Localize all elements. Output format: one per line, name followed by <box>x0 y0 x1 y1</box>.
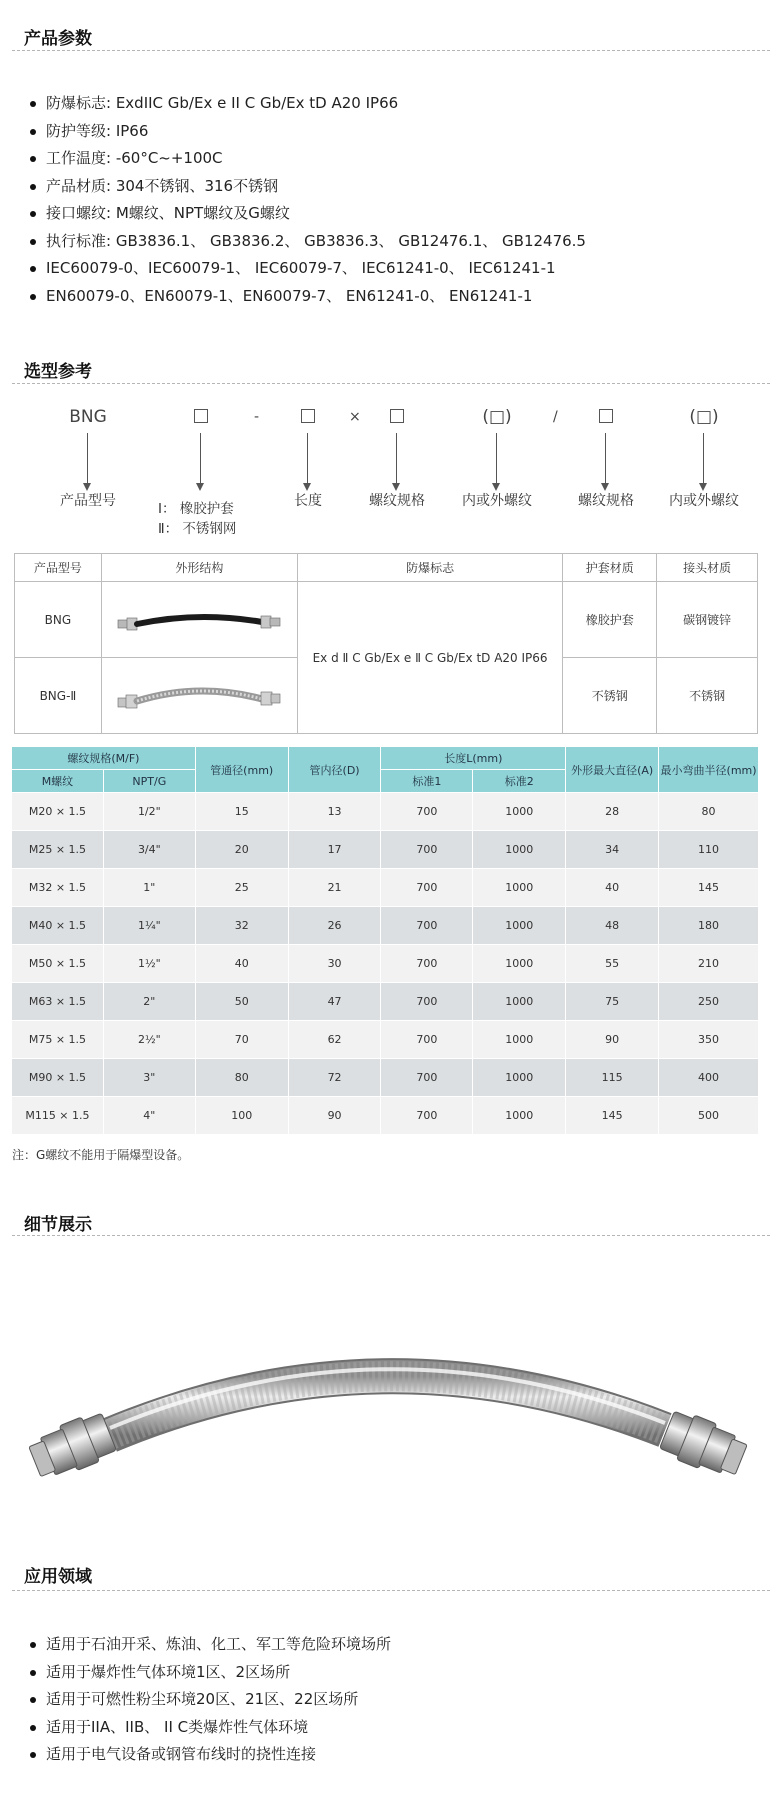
table-cell: 700 <box>381 793 473 831</box>
table-cell: 26 <box>288 907 381 945</box>
table-cell: M75 × 1.5 <box>12 1021 104 1059</box>
table-cell: 72 <box>288 1059 381 1097</box>
table-cell: M40 × 1.5 <box>12 907 104 945</box>
table-cell: 700 <box>381 983 473 1021</box>
application-item: 适用于可燃性粉尘环境20区、21区、22区场所 <box>30 1686 391 1714</box>
table-cell: 1000 <box>473 831 566 869</box>
param-item: 接口螺纹: M螺纹、NPT螺纹及G螺纹 <box>30 200 586 228</box>
down-arrow-icon <box>496 433 498 491</box>
table-cell: 28 <box>566 793 659 831</box>
diagram-label: 产品型号 <box>60 493 116 509</box>
diagram-col-model <box>28 405 148 511</box>
column-header: 标准1 <box>381 770 473 793</box>
table-cell: 70 <box>195 1021 288 1059</box>
application-item: 适用于爆炸性气体环境1区、2区场所 <box>30 1659 391 1687</box>
table-row <box>12 831 759 869</box>
table-cell: M63 × 1.5 <box>12 983 104 1021</box>
model-cell: BNG <box>15 582 102 658</box>
table-cell: 700 <box>381 1021 473 1059</box>
section-divider <box>12 383 770 384</box>
placeholder-box-icon <box>301 409 315 423</box>
table-cell: 100 <box>195 1097 288 1135</box>
model-code-text: BNG <box>69 407 107 427</box>
model-cell: BNG-Ⅱ <box>15 658 102 734</box>
param-item: 防爆标志: ExdIIC Gb/Ex e II C Gb/Ex tD A20 IP66 <box>30 90 586 118</box>
table-cell: 50 <box>195 983 288 1021</box>
table-cell: 2½" <box>103 1021 195 1059</box>
down-arrow-icon <box>605 433 607 491</box>
table-cell: 1½" <box>103 945 195 983</box>
table-cell: 145 <box>659 869 759 907</box>
down-arrow-icon <box>396 433 398 491</box>
spec-table-body <box>12 793 759 1135</box>
table-cell: 3" <box>103 1059 195 1097</box>
column-header: 外形结构 <box>101 554 297 582</box>
section-divider <box>12 50 770 51</box>
column-header: 接头材质 <box>657 554 758 582</box>
table-cell: 1¼" <box>103 907 195 945</box>
application-section-title: 应用领域 <box>24 1567 92 1587</box>
table-cell: 80 <box>195 1059 288 1097</box>
column-header: 防爆标志 <box>297 554 563 582</box>
diagram-label: 长度 <box>294 493 322 509</box>
column-header: M螺纹 <box>12 770 104 793</box>
param-item: EN60079-0、EN60079-1、EN60079-7、 EN61241-0、 EN61241-1 <box>30 283 586 311</box>
table-cell: 2" <box>103 983 195 1021</box>
table-cell: 90 <box>566 1021 659 1059</box>
column-header: 管内径(D) <box>288 747 381 793</box>
placeholder-box-icon <box>599 409 613 423</box>
table-cell: M90 × 1.5 <box>12 1059 104 1097</box>
table-cell: 30 <box>288 945 381 983</box>
spec-header-row <box>12 747 759 770</box>
diagram-separator: × <box>349 409 361 425</box>
table-cell: 1000 <box>473 983 566 1021</box>
table-cell: M32 × 1.5 <box>12 869 104 907</box>
table-cell: 1000 <box>473 869 566 907</box>
table-row <box>12 869 759 907</box>
table-cell: 55 <box>566 945 659 983</box>
sheath-option: Ⅰ： 橡胶护套 <box>158 501 234 517</box>
column-header: NPT/G <box>103 770 195 793</box>
application-item: 适用于石油开采、炼油、化工、军工等危险环境场所 <box>30 1631 391 1659</box>
table-cell: 13 <box>288 793 381 831</box>
table-cell: 115 <box>566 1059 659 1097</box>
column-header: 标准2 <box>473 770 566 793</box>
table-cell: 250 <box>659 983 759 1021</box>
table-header-row <box>15 554 758 582</box>
diagram-label: 内或外螺纹 <box>462 493 532 509</box>
table-row <box>12 1097 759 1135</box>
table-cell: 400 <box>659 1059 759 1097</box>
params-section-title: 产品参数 <box>24 29 92 49</box>
product-table <box>14 553 758 734</box>
column-header: 产品型号 <box>15 554 102 582</box>
section-divider <box>12 1590 770 1591</box>
table-cell: 145 <box>566 1097 659 1135</box>
param-item: 执行标准: GB3836.1、 GB3836.2、 GB3836.3、 GB12476.1、 GB12476.5 <box>30 228 586 256</box>
placeholder-box-icon <box>390 409 404 423</box>
table-cell: 700 <box>381 1059 473 1097</box>
table-cell: 40 <box>195 945 288 983</box>
application-item: 适用于IIA、IIB、 II C类爆炸性气体环境 <box>30 1714 391 1742</box>
sheath-options <box>158 499 236 539</box>
joint-cell: 不锈钢 <box>657 658 758 734</box>
table-cell: 1" <box>103 869 195 907</box>
table-cell: 1000 <box>473 1097 566 1135</box>
table-cell: 21 <box>288 869 381 907</box>
column-header: 长度L(mm) <box>381 747 566 770</box>
param-item: IEC60079-0、IEC60079-1、 IEC60079-7、 IEC61241-0、 IEC61241-1 <box>30 255 586 283</box>
table-cell: 20 <box>195 831 288 869</box>
table-cell: 62 <box>288 1021 381 1059</box>
table-row <box>12 945 759 983</box>
table-cell: 47 <box>288 983 381 1021</box>
table-cell: 350 <box>659 1021 759 1059</box>
table-cell: 1000 <box>473 907 566 945</box>
table-cell: 1000 <box>473 1059 566 1097</box>
diagram-label: 内或外螺纹 <box>669 493 739 509</box>
table-row <box>12 983 759 1021</box>
model-code-diagram <box>0 405 776 545</box>
table-cell: 80 <box>659 793 759 831</box>
table-row <box>12 907 759 945</box>
sheath-cell: 橡胶护套 <box>563 582 657 658</box>
application-list <box>30 1631 391 1769</box>
section-divider <box>12 1235 770 1236</box>
diagram-separator: / <box>553 409 558 425</box>
table-cell: 1/2" <box>103 793 195 831</box>
table-cell: M25 × 1.5 <box>12 831 104 869</box>
table-cell: 90 <box>288 1097 381 1135</box>
table-cell: 180 <box>659 907 759 945</box>
table-cell: 3/4" <box>103 831 195 869</box>
table-row <box>12 1021 759 1059</box>
table-cell: M20 × 1.5 <box>12 793 104 831</box>
diagram-col-inner-outer <box>437 405 557 511</box>
table-row <box>12 1059 759 1097</box>
table-row <box>12 793 759 831</box>
joint-cell: 碳钢镀锌 <box>657 582 758 658</box>
param-item: 工作温度: -60°C~+100C <box>30 145 586 173</box>
diagram-separator: - <box>254 409 260 425</box>
diagram-label: 螺纹规格 <box>369 493 425 509</box>
table-cell: 48 <box>566 907 659 945</box>
application-item: 适用于电气设备或钢管布线时的挠性连接 <box>30 1741 391 1769</box>
selection-section-title: 选型参考 <box>24 362 92 382</box>
table-cell: 25 <box>195 869 288 907</box>
param-item: 产品材质: 304不锈钢、316不锈钢 <box>30 173 586 201</box>
footnote: 注：G螺纹不能用于隔爆型设备。 <box>12 1148 190 1162</box>
sheath-cell: 不锈钢 <box>563 658 657 734</box>
table-cell: 700 <box>381 907 473 945</box>
table-cell: M50 × 1.5 <box>12 945 104 983</box>
diagram-label: 螺纹规格 <box>578 493 634 509</box>
table-cell: 40 <box>566 869 659 907</box>
table-cell: 4" <box>103 1097 195 1135</box>
paren-box-text: (□) <box>482 407 512 427</box>
diagram-col-inner-outer-2 <box>644 405 764 511</box>
table-cell: 75 <box>566 983 659 1021</box>
param-item: 防护等级: IP66 <box>30 118 586 146</box>
column-header: 管通径(mm) <box>195 747 288 793</box>
table-cell: 700 <box>381 869 473 907</box>
table-cell: 500 <box>659 1097 759 1135</box>
table-cell: 17 <box>288 831 381 869</box>
table-cell: 700 <box>381 945 473 983</box>
spec-table <box>11 746 759 1135</box>
table-cell: 110 <box>659 831 759 869</box>
column-header: 螺纹规格(M/F) <box>12 747 196 770</box>
rubber-hose-image <box>101 582 297 658</box>
detail-section-title: 细节展示 <box>24 1215 92 1235</box>
table-cell: 1000 <box>473 793 566 831</box>
braided-hose-photo <box>0 1265 776 1569</box>
table-cell: 15 <box>195 793 288 831</box>
params-list <box>30 90 586 310</box>
table-cell: 210 <box>659 945 759 983</box>
ex-mark-cell: Ex d Ⅱ C Gb/Ex e Ⅱ C Gb/Ex tD A20 IP66 <box>297 582 563 734</box>
table-cell: M115 × 1.5 <box>12 1097 104 1135</box>
table-cell: 32 <box>195 907 288 945</box>
steel-hose-image <box>101 658 297 734</box>
table-row <box>15 582 758 658</box>
table-cell: 700 <box>381 831 473 869</box>
table-cell: 1000 <box>473 945 566 983</box>
down-arrow-icon <box>703 433 705 491</box>
down-arrow-icon <box>307 433 309 491</box>
paren-box-text: (□) <box>689 407 719 427</box>
down-arrow-icon <box>87 433 89 491</box>
column-header: 最小弯曲半径(mm) <box>659 747 759 793</box>
column-header: 护套材质 <box>563 554 657 582</box>
sheath-option: Ⅱ： 不锈钢网 <box>158 521 237 537</box>
column-header: 外形最大直径(A) <box>566 747 659 793</box>
table-cell: 700 <box>381 1097 473 1135</box>
table-cell: 1000 <box>473 1021 566 1059</box>
table-cell: 34 <box>566 831 659 869</box>
down-arrow-icon <box>200 433 202 491</box>
placeholder-box-icon <box>194 409 208 423</box>
diagram-col-sheath <box>141 405 261 491</box>
